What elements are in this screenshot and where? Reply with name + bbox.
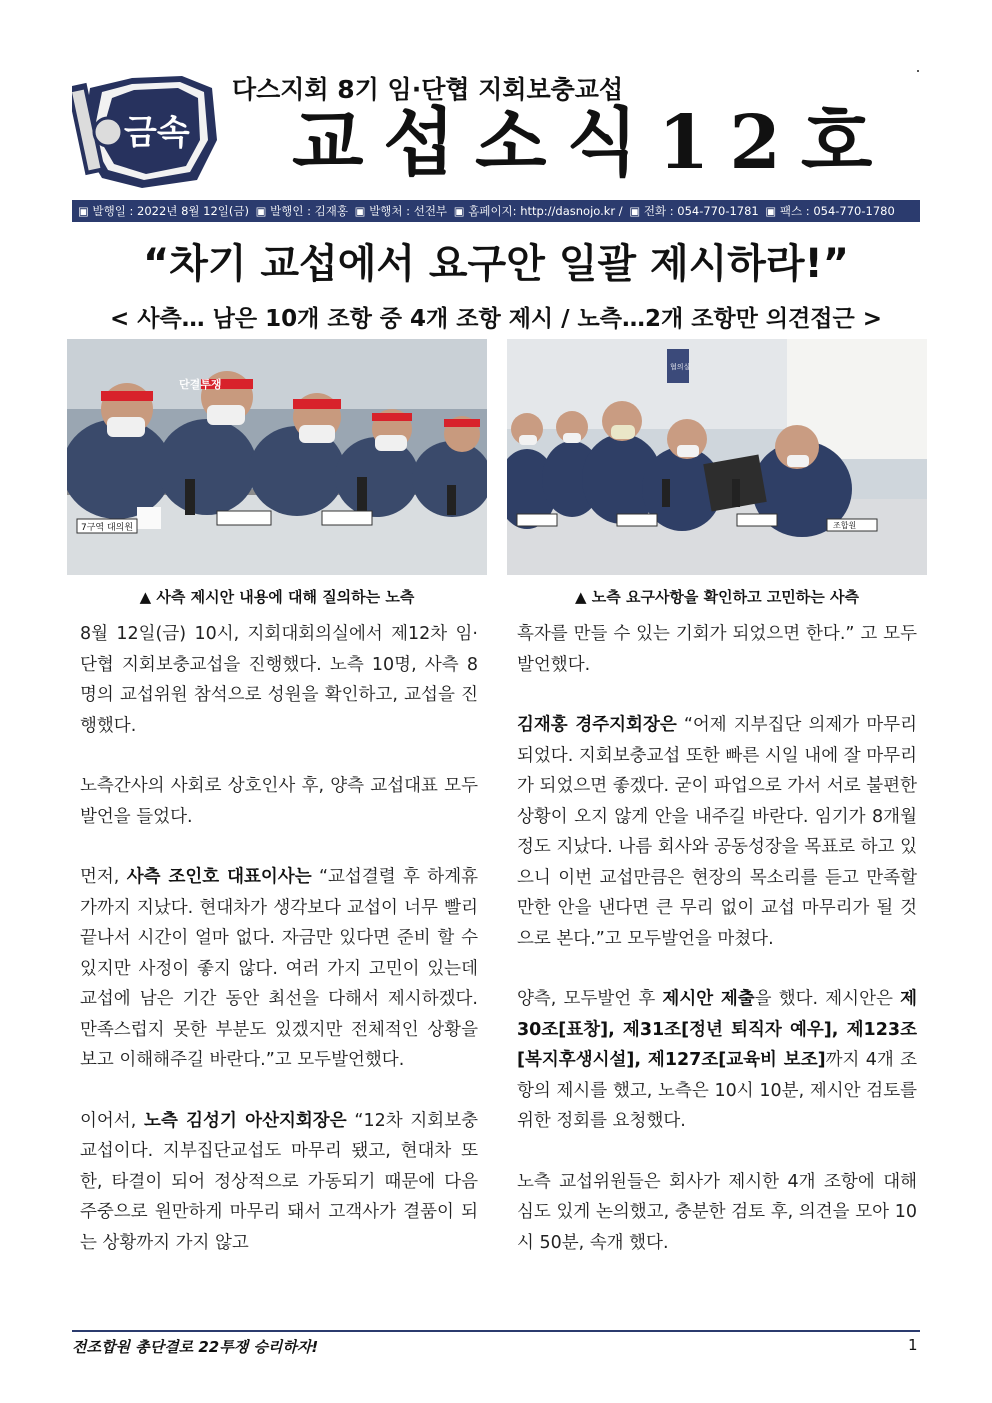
- decor-dot: [917, 70, 919, 72]
- paragraph: [80, 619, 478, 741]
- paragraph-text: “교섭결렬 후 하계휴가까지 지났다. 현대차가 생각보다 교섭이 너무 빨리 끝나서 시간이 얼마 없다. 자금만 있다면 준비 할 수 있지만 사정이 좋지 않다. 여러 가지 고민이 있는데 교섭에 남은 기간 동안 최선을 다해서 제시하겠다. 만족스럽지 못한 부분도 있겠지만 전체적인 상황을 보고 이해해주길 바란다.”고 모두발언했다.: [80, 867, 479, 1070]
- emphasis-text: 제시안 제출: [662, 989, 755, 1009]
- speaker-name: 사측 조인호 대표이사는: [126, 867, 312, 887]
- article-column-right: [517, 619, 917, 1258]
- union-logo-icon: [72, 70, 222, 190]
- masthead-subtitle: 다스지회 8기 임·단협 지회보충교섭: [232, 75, 624, 104]
- paragraph: [517, 1167, 917, 1259]
- paragraph-text: “어제 지부집단 의제가 마무리 되었다. 지회보충교섭 또한 빠른 시일 내에 잘 마무리가 되었으면 좋겠다. 굳이 파업으로 가서 서로 불편한 상황이 오지 않게 안을 내주길 바란다. 임기가 8개월 정도 지났다. 나름 회사와 공동성장을 목표로 하고 있으니 이번 교섭만큼은 현장의 목소리를 듣고 만족할 만한 안을 낸다면 큰 무리 없이 교섭 마무리가 될 것으로 본다.”고 모두발언을 마쳤다.: [517, 715, 917, 949]
- nameplate-text-2: 조합원: [833, 521, 857, 530]
- paragraph-text: 양측, 모두발언 후: [517, 989, 663, 1009]
- page-number: 1: [908, 1336, 918, 1354]
- room-sign-text: 협의실: [670, 363, 691, 371]
- paragraph: [517, 619, 917, 680]
- fax-number: ▣ 팩스 : 054-770-1780: [765, 204, 895, 218]
- photo-caption-right: ▲ 노측 요구사항을 확인하고 고민하는 사측: [575, 588, 859, 606]
- headline: “차기 교섭에서 요구안 일괄 제시하라!”: [142, 241, 850, 287]
- paragraph-text: 까지 4개 조항의 제시를 했고, 노측은 10시 10분, 제시안 검토를 위한 정회를 요청했다.: [517, 1050, 917, 1131]
- paragraph: [80, 771, 478, 832]
- paragraph-text: 노측 교섭위원들은 회사가 제시한 4개 조항에 대해 심도 있게 논의했고, 충분한 검토 후, 의견을 모아 10시 50분, 속개 했다.: [517, 1171, 917, 1253]
- footer-divider: [72, 1330, 920, 1332]
- sub-headline: < 사측… 남은 10개 조항 중 4개 조항 제시 / 노측…2개 조항만 의견접근 >: [109, 306, 883, 332]
- photo-union-negotiators: [67, 339, 487, 575]
- headband-text: 단결투쟁: [179, 378, 222, 391]
- paragraph: [517, 984, 917, 1137]
- paragraph-text: 흑자를 만들 수 있는 기회가 되었으면 한다.” 고 모두발언했다.: [517, 624, 917, 675]
- footer-slogan: 전조합원 총단결로 22투쟁 승리하자!: [72, 1338, 319, 1356]
- masthead-title: 교섭소식12호: [292, 100, 893, 186]
- phone-number: ▣ 전화 : 054-770-1781: [629, 204, 759, 218]
- paragraph: [517, 710, 917, 954]
- paragraph-text: 8월 12일(금) 10시, 지회대회의실에서 제12차 임·단협 지회보충교섭을 진행했다. 노측 10명, 사측 8명의 교섭위원 참석으로 성원을 확인하고, 교섭을 진행했다.: [80, 624, 478, 736]
- paragraph-text: 이어서,: [80, 1110, 145, 1131]
- paragraph-text: “12차 지회보충교섭이다. 지부집단교섭도 마무리 됐고, 현대차 또한, 타결이 되어 정상적으로 가동되기 때문에 다음 주중으로 원만하게 마무리 돼서 고객사가 결품이 되는 상황까지 가지 않고: [80, 1110, 479, 1253]
- photo-company-negotiators: [507, 339, 927, 575]
- paragraph: [80, 1106, 478, 1259]
- paragraph: [80, 862, 478, 1076]
- speaker-name: 노측 김성기 아산지회장은: [144, 1110, 347, 1131]
- paragraph-text: 먼저,: [80, 867, 127, 887]
- logo-text: 금속: [124, 113, 190, 153]
- nameplate-text: 7구역 대의원: [81, 523, 134, 533]
- emphasis-text: 제30조[표창], 제31조[정년 퇴직자 예우], 제123조[복지후생시설], 제127조[교육비 보조]: [517, 989, 917, 1070]
- article-column-left: [80, 619, 478, 1258]
- publisher: ▣ 발행인 : 김재홍: [255, 204, 349, 218]
- photo-caption-left: ▲ 사측 제시안 내용에 대해 질의하는 노측: [139, 588, 415, 606]
- issue-date: ▣ 발행일 : 2022년 8월 12일(금): [78, 204, 249, 218]
- paragraph-text: 노측간사의 사회로 상호인사 후, 양측 교섭대표 모두발언을 들었다.: [80, 776, 478, 827]
- paragraph-text: 을 했다. 제시안은: [754, 989, 901, 1009]
- publishing-office: ▣ 발행처 : 선전부: [354, 204, 448, 218]
- publication-info-bar: [72, 200, 920, 222]
- speaker-name: 김재홍 경주지회장은: [517, 715, 677, 735]
- homepage-link[interactable]: ▣ 홈페이지: http://dasnojo.kr /: [453, 204, 623, 218]
